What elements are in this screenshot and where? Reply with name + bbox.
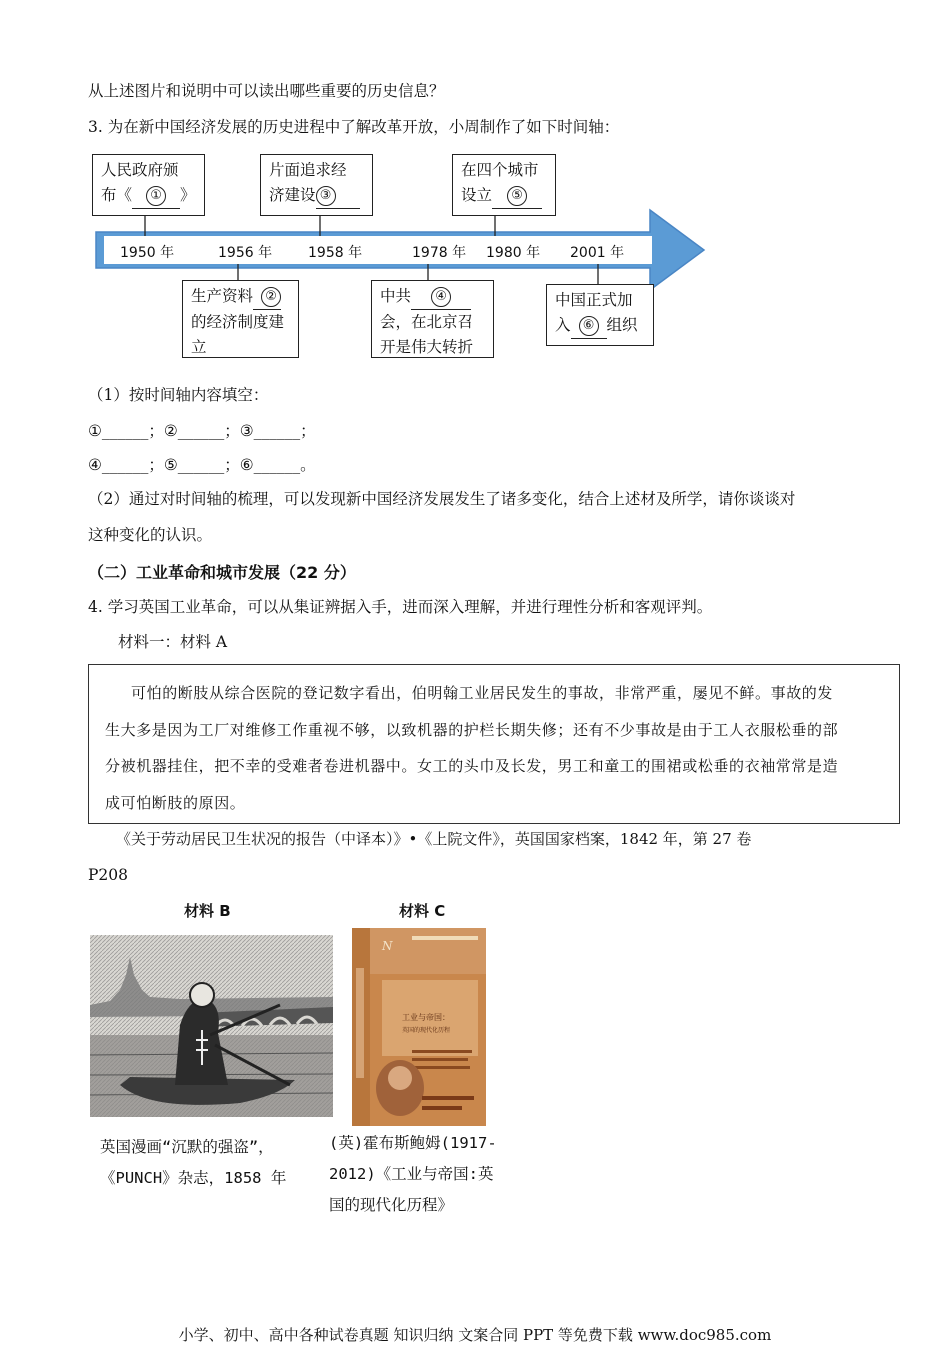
timeline-event-box <box>182 280 299 358</box>
event-text: 布《 <box>101 186 133 204</box>
caption-line: 国的现代化历程》 <box>329 1196 454 1214</box>
year-label: 1978 年 <box>412 245 467 261</box>
event-text: 开是伟大转折 <box>380 338 474 356</box>
section-heading: （二）工业革命和城市发展（22 分） <box>88 563 356 582</box>
cartoon-image <box>90 935 333 1117</box>
question-text: 从上述图片和说明中可以读出哪些重要的历史信息？ <box>88 82 445 100</box>
material-a-quote <box>88 664 900 824</box>
event-text: 的经济制度建 <box>191 313 285 331</box>
material-b-title: 材料 B <box>184 902 231 920</box>
blank-marker: ③ <box>316 186 336 206</box>
year-label: 1958 年 <box>308 245 363 261</box>
question-3-stem: 3. 为在新中国经济发展的历史进程中了解改革开放，小周制作了如下时间轴： <box>88 118 620 136</box>
caption-line: (英)霍布斯鲍姆(1917- <box>329 1134 497 1152</box>
timeline-event-box <box>371 280 494 358</box>
event-text: 生产资料 <box>191 287 254 305</box>
answer-blanks: ①______；②______；③______； <box>88 422 316 440</box>
quote-line: 可怕的断肢从综合医院的登记数字看出，伯明翰工业居民发生的事故，非常严重，屡见不鲜。事故的发 <box>131 684 834 702</box>
source-citation: P208 <box>88 866 129 884</box>
material-b-caption <box>100 1132 286 1194</box>
blank-marker: ② <box>261 287 281 307</box>
blank-marker: ① <box>146 186 166 206</box>
event-text: 中国正式加 <box>555 291 633 309</box>
question-4-stem: 4. 学习英国工业革命，可以从集证辨据入手，进而深入理解，并进行理性分析和客观评判。 <box>88 598 713 616</box>
blank-marker: ⑥ <box>579 316 599 336</box>
material-label: 材料一：材料 A <box>118 633 228 651</box>
event-text: 》 <box>180 186 196 204</box>
timeline-event-box <box>546 284 654 346</box>
svg-text:N: N <box>382 939 393 953</box>
event-text: 入 <box>555 316 571 334</box>
event-text: 济建设 <box>269 186 316 204</box>
sub-question-2: 这种变化的认识。 <box>88 526 213 544</box>
event-text: 人民政府颁 <box>101 161 179 179</box>
caption-line: 英国漫画“沉默的强盗”， <box>100 1138 274 1156</box>
page-footer: 小学、初中、高中各种试卷真题 知识归纳 文案合同 PPT 等免费下载 www.doc985.com <box>178 1326 772 1344</box>
quote-line: 分被机器挂住，把不幸的受难者卷进机器中。女工的头巾及长发，男工和童工的围裙或松垂的衣袖常常是造 <box>105 757 839 775</box>
event-text: 立 <box>191 338 207 356</box>
year-label: 1950 年 <box>120 245 175 261</box>
timeline-event-box <box>260 154 373 216</box>
quote-line: 成可怕断肢的原因。 <box>105 793 246 812</box>
book-title-text: 工业与帝国： <box>402 1013 450 1022</box>
event-text: 会，在北京召 <box>380 313 474 331</box>
timeline-event-box <box>452 154 556 216</box>
quote-line: 生大多是因为工厂对维修工作重视不够，以致机器的护栏长期失修；还有不少事故是由于工人衣服松垂的部 <box>105 720 839 739</box>
event-text: 设立 <box>461 186 493 204</box>
blank-marker: ⑤ <box>507 186 527 206</box>
blank-marker: ④ <box>431 287 451 307</box>
material-c-title: 材料 C <box>399 902 446 920</box>
sub-question-1: （1）按时间轴内容填空： <box>88 386 269 404</box>
year-label: 2001 年 <box>570 245 625 261</box>
event-text: 片面追求经 <box>269 161 347 179</box>
year-label: 1980 年 <box>486 245 541 261</box>
answer-blanks: ④______；⑤______；⑥______。 <box>88 456 316 474</box>
sub-question-2: （2）通过对时间轴的梳理，可以发现新中国经济发展发生了诸多变化，结合上述材及所学，请你谈谈对 <box>88 490 796 508</box>
event-text: 组织 <box>606 316 638 334</box>
event-text: 在四个城市 <box>461 161 539 179</box>
timeline-diagram <box>90 150 710 365</box>
caption-line: 《PUNCH》杂志，1858 年 <box>100 1169 287 1187</box>
book-subtitle-text: 英国的现代化历程 <box>402 1027 451 1034</box>
caption-line: 2012)《工业与帝国:英 <box>329 1165 494 1183</box>
event-text: 中共 <box>380 287 412 305</box>
book-cover-image <box>352 928 486 1126</box>
source-citation: 《关于劳动居民卫生状况的报告（中译本）》•《上院文件》，英国国家档案，1842 年，第 27 卷 <box>116 830 752 848</box>
material-c-caption <box>329 1128 497 1221</box>
year-label: 1956 年 <box>218 245 273 261</box>
timeline-event-box <box>92 154 205 216</box>
